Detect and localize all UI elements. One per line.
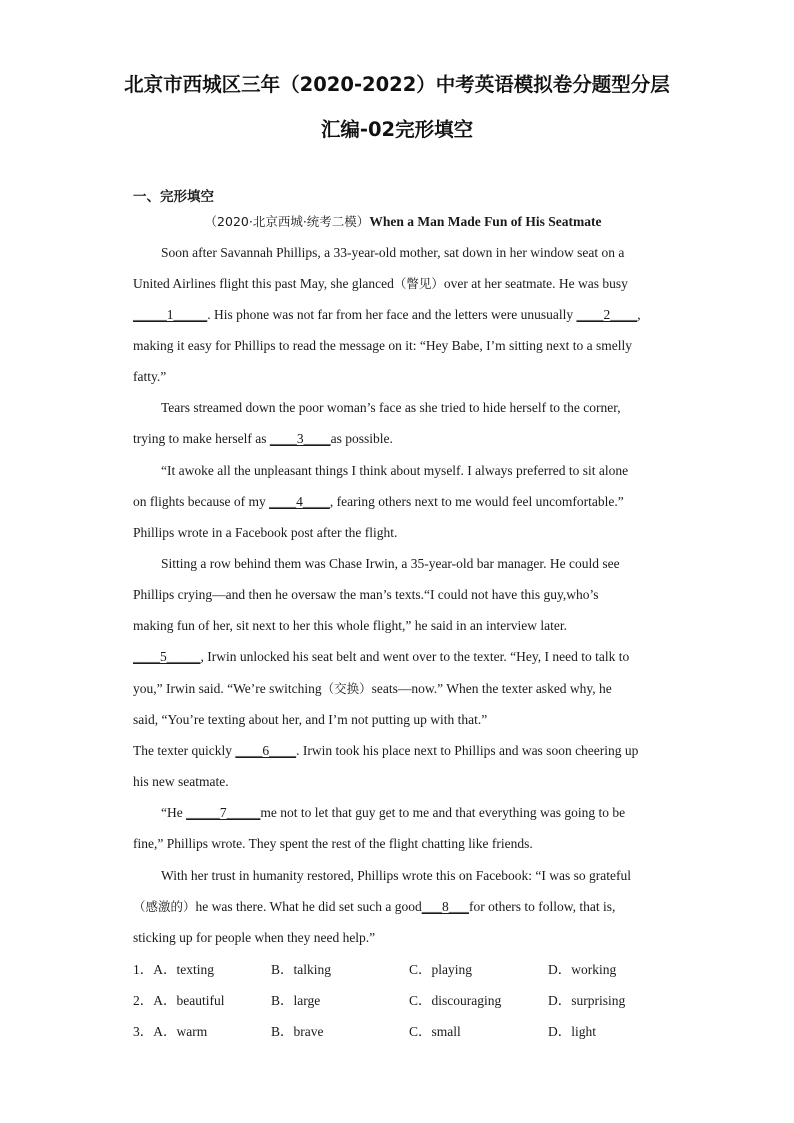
option-c: C．playing [409, 962, 472, 977]
section-heading: 一、完形填空 [133, 189, 214, 205]
option-b: B．brave [271, 1024, 324, 1039]
option-c: C．small [409, 1024, 461, 1039]
blank-3: ____3____ [269, 431, 331, 446]
passage-source [133, 212, 673, 230]
blank-7: _____7_____ [186, 805, 261, 820]
passage-line: （感激的）he was there. What he did set such a good___8___for others to follow, that is, [133, 899, 616, 914]
passage-line: making fun of her, sit next to her this whole flight,” he said in an interview later. [133, 618, 567, 633]
option-b: B．large [271, 993, 321, 1008]
passage-line: “He _____7_____me not to let that guy get to me and that everything was going to be [161, 805, 626, 820]
passage-line: United Airlines flight this past May, she glanced（瞥见）over at her seatmate. He was busy [133, 276, 628, 291]
passage-line: Phillips wrote in a Facebook post after the flight. [133, 525, 398, 540]
option-a: 1．A．texting [133, 962, 214, 977]
blank-4: ____4____ [269, 494, 330, 509]
passage-line: Phillips crying—and then he oversaw the man’s texts.“I could not have this guy,who’s [133, 587, 599, 602]
passage-line: making it easy for Phillips to read the message on it: “Hey Babe, I’m sitting next to a smelly [133, 338, 633, 353]
blank-8: ___8___ [421, 899, 469, 914]
passage-line: you,” Irwin said. “We’re switching（交换）seats—now.” When the texter asked why, he [133, 681, 612, 696]
option-d: D．light [548, 1024, 597, 1039]
passage-line: fine,” Phillips wrote. They spent the rest of the flight chatting like friends. [133, 836, 533, 851]
blank-2: ____2____ [576, 307, 638, 322]
passage-line: sticking up for people when they need help.” [133, 930, 376, 945]
blank-1: _____1_____ [133, 307, 208, 322]
option-c: C．discouraging [409, 993, 502, 1008]
passage-line: ____5_____, Irwin unlocked his seat belt and went over to the texter. “Hey, I need to talk to [133, 649, 630, 664]
blank-6: ____6____ [235, 743, 297, 758]
passage-line: said, “You’re texting about her, and I’m not putting up with that.” [133, 712, 488, 727]
option-d: D．working [548, 962, 617, 977]
passage-line: With her trust in humanity restored, Phillips wrote this on Facebook: “I was so grateful [161, 868, 631, 883]
passage-line: Tears streamed down the poor woman’s face as she tried to hide herself to the corner, [161, 400, 621, 415]
option-b: B．talking [271, 962, 331, 977]
source-exam: （2020·北京西城·统考二模） [204, 214, 370, 229]
passage-line: _____1_____. His phone was not far from her face and the letters were unusually ____2____, [133, 307, 641, 322]
passage-line: his new seatmate. [133, 774, 229, 789]
option-a: 2．A．beautiful [133, 993, 225, 1008]
passage-line: trying to make herself as ____3____as possible. [133, 431, 393, 446]
option-d: D．surprising [548, 993, 626, 1008]
passage-line: Sitting a row behind them was Chase Irwin, a 35-year-old bar manager. He could see [161, 556, 620, 571]
passage-line: Soon after Savannah Phillips, a 33-year-old mother, sat down in her window seat on a [161, 245, 625, 260]
blank-5: ____5_____ [133, 649, 201, 664]
passage-line: The texter quickly ____6____. Irwin took his place next to Phillips and was soon cheering up [133, 743, 639, 758]
passage-line: on flights because of my ____4____, fearing others next to me would feel uncomfortable.” [133, 494, 624, 509]
passage-line: “It awoke all the unpleasant things I think about myself. I always preferred to sit alone [161, 463, 629, 478]
passage-title: When a Man Made Fun of His Seatmate [369, 214, 602, 229]
document-title-line-2: 汇编-02完形填空 [320, 118, 474, 141]
passage-line: fatty.” [133, 369, 167, 384]
option-a: 3．A．warm [133, 1024, 208, 1039]
document-title-line-1: 北京市西城区三年（2020-2022）中考英语模拟卷分题型分层 [124, 73, 670, 96]
